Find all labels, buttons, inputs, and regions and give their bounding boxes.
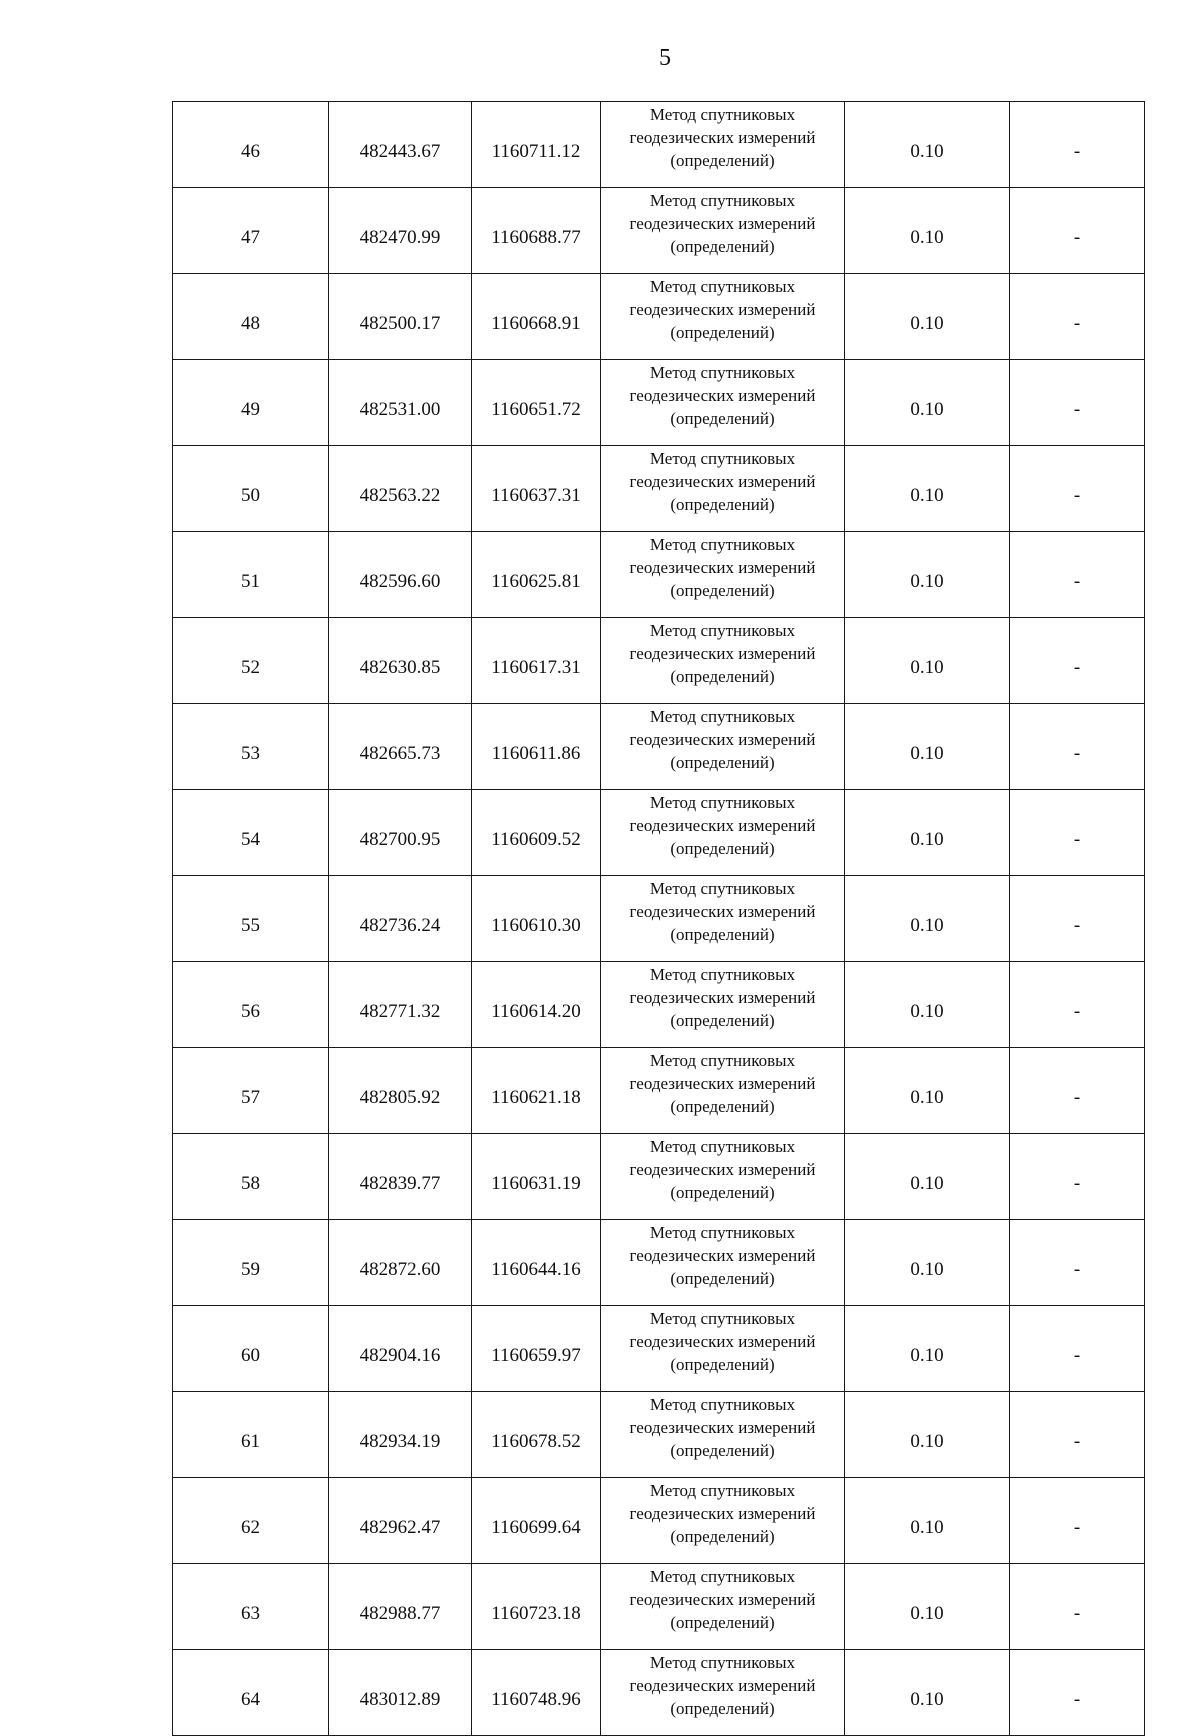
method-line: Метод спутниковых <box>649 1481 796 1500</box>
description-cell: - <box>1010 962 1145 1048</box>
method-line: геодезических измерений <box>629 1504 816 1523</box>
point-number-cell: 63 <box>173 1564 329 1650</box>
method-line: (определений) <box>670 151 775 170</box>
method-line: (определений) <box>670 1011 775 1030</box>
method-line: Метод спутниковых <box>649 707 796 726</box>
point-number-cell: 55 <box>173 876 329 962</box>
method-line: Метод спутниковых <box>649 1223 796 1242</box>
description-cell: - <box>1010 704 1145 790</box>
x-coordinate-cell: 482934.19 <box>329 1392 472 1478</box>
x-coordinate-cell: 482988.77 <box>329 1564 472 1650</box>
method-line: (определений) <box>670 1355 775 1374</box>
method-line: (определений) <box>670 1699 775 1718</box>
method-cell <box>601 360 845 446</box>
y-coordinate-cell: 1160617.31 <box>472 618 601 704</box>
method-line: геодезических измерений <box>629 558 816 577</box>
x-coordinate-cell: 483012.89 <box>329 1650 472 1736</box>
method-line: (определений) <box>670 667 775 686</box>
table-row <box>173 876 1145 962</box>
description-cell: - <box>1010 1134 1145 1220</box>
description-cell: - <box>1010 1564 1145 1650</box>
method-line: геодезических измерений <box>629 988 816 1007</box>
method-line: геодезических измерений <box>629 214 816 233</box>
method-cell <box>601 962 845 1048</box>
method-cell <box>601 1306 845 1392</box>
method-line: (определений) <box>670 839 775 858</box>
method-line: (определений) <box>670 409 775 428</box>
y-coordinate-cell: 1160611.86 <box>472 704 601 790</box>
method-cell <box>601 274 845 360</box>
method-line: (определений) <box>670 1269 775 1288</box>
description-cell: - <box>1010 1220 1145 1306</box>
y-coordinate-cell: 1160711.12 <box>472 102 601 188</box>
coordinates-table-body <box>173 102 1145 1736</box>
method-line: (определений) <box>670 495 775 514</box>
x-coordinate-cell: 482500.17 <box>329 274 472 360</box>
method-line: геодезических измерений <box>629 300 816 319</box>
method-line: (определений) <box>670 753 775 772</box>
point-number-cell: 57 <box>173 1048 329 1134</box>
point-number-cell: 59 <box>173 1220 329 1306</box>
method-line: Метод спутниковых <box>649 105 796 124</box>
method-cell <box>601 446 845 532</box>
accuracy-cell: 0.10 <box>845 704 1010 790</box>
table-row <box>173 704 1145 790</box>
accuracy-cell: 0.10 <box>845 1650 1010 1736</box>
accuracy-cell: 0.10 <box>845 1048 1010 1134</box>
description-cell: - <box>1010 188 1145 274</box>
method-cell <box>601 1478 845 1564</box>
method-line: геодезических измерений <box>629 1332 816 1351</box>
method-line: геодезических измерений <box>629 816 816 835</box>
point-number-cell: 51 <box>173 532 329 618</box>
point-number-cell: 64 <box>173 1650 329 1736</box>
x-coordinate-cell: 482771.32 <box>329 962 472 1048</box>
method-cell <box>601 876 845 962</box>
description-cell: - <box>1010 274 1145 360</box>
method-line: Метод спутниковых <box>649 535 796 554</box>
method-line: Метод спутниковых <box>649 363 796 382</box>
method-line: геодезических измерений <box>629 386 816 405</box>
description-cell: - <box>1010 360 1145 446</box>
description-cell: - <box>1010 102 1145 188</box>
method-line: (определений) <box>670 1097 775 1116</box>
table-row <box>173 1306 1145 1392</box>
method-line: геодезических измерений <box>629 1246 816 1265</box>
y-coordinate-cell: 1160637.31 <box>472 446 601 532</box>
point-number-cell: 56 <box>173 962 329 1048</box>
method-line: Метод спутниковых <box>649 449 796 468</box>
description-cell: - <box>1010 618 1145 704</box>
x-coordinate-cell: 482700.95 <box>329 790 472 876</box>
point-number-cell: 47 <box>173 188 329 274</box>
y-coordinate-cell: 1160678.52 <box>472 1392 601 1478</box>
method-line: Метод спутниковых <box>649 277 796 296</box>
method-line: (определений) <box>670 1183 775 1202</box>
method-line: геодезических измерений <box>629 1160 816 1179</box>
x-coordinate-cell: 482962.47 <box>329 1478 472 1564</box>
accuracy-cell: 0.10 <box>845 1306 1010 1392</box>
method-line: Метод спутниковых <box>649 1137 796 1156</box>
description-cell: - <box>1010 532 1145 618</box>
accuracy-cell: 0.10 <box>845 1392 1010 1478</box>
method-cell <box>601 102 845 188</box>
description-cell: - <box>1010 1478 1145 1564</box>
method-line: Метод спутниковых <box>649 1309 796 1328</box>
y-coordinate-cell: 1160668.91 <box>472 274 601 360</box>
accuracy-cell: 0.10 <box>845 274 1010 360</box>
method-line: Метод спутниковых <box>649 1567 796 1586</box>
description-cell: - <box>1010 1306 1145 1392</box>
method-line: геодезических измерений <box>629 644 816 663</box>
y-coordinate-cell: 1160621.18 <box>472 1048 601 1134</box>
accuracy-cell: 0.10 <box>845 618 1010 704</box>
x-coordinate-cell: 482736.24 <box>329 876 472 962</box>
description-cell: - <box>1010 790 1145 876</box>
y-coordinate-cell: 1160651.72 <box>472 360 601 446</box>
method-line: геодезических измерений <box>629 902 816 921</box>
accuracy-cell: 0.10 <box>845 962 1010 1048</box>
table-row <box>173 962 1145 1048</box>
table-row <box>173 188 1145 274</box>
point-number-cell: 52 <box>173 618 329 704</box>
accuracy-cell: 0.10 <box>845 446 1010 532</box>
table-row <box>173 790 1145 876</box>
y-coordinate-cell: 1160688.77 <box>472 188 601 274</box>
y-coordinate-cell: 1160644.16 <box>472 1220 601 1306</box>
method-line: геодезических измерений <box>629 1074 816 1093</box>
point-number-cell: 54 <box>173 790 329 876</box>
method-line: (определений) <box>670 925 775 944</box>
method-line: (определений) <box>670 237 775 256</box>
x-coordinate-cell: 482630.85 <box>329 618 472 704</box>
method-line: геодезических измерений <box>629 128 816 147</box>
point-number-cell: 49 <box>173 360 329 446</box>
table-row <box>173 532 1145 618</box>
accuracy-cell: 0.10 <box>845 532 1010 618</box>
method-cell <box>601 790 845 876</box>
method-cell <box>601 704 845 790</box>
accuracy-cell: 0.10 <box>845 790 1010 876</box>
x-coordinate-cell: 482563.22 <box>329 446 472 532</box>
y-coordinate-cell: 1160614.20 <box>472 962 601 1048</box>
y-coordinate-cell: 1160659.97 <box>472 1306 601 1392</box>
method-line: геодезических измерений <box>629 730 816 749</box>
description-cell: - <box>1010 1392 1145 1478</box>
method-cell <box>601 618 845 704</box>
point-number-cell: 60 <box>173 1306 329 1392</box>
accuracy-cell: 0.10 <box>845 188 1010 274</box>
description-cell: - <box>1010 446 1145 532</box>
accuracy-cell: 0.10 <box>845 360 1010 446</box>
point-number-cell: 46 <box>173 102 329 188</box>
coordinates-table <box>172 101 1145 1736</box>
method-cell <box>601 532 845 618</box>
point-number-cell: 48 <box>173 274 329 360</box>
x-coordinate-cell: 482805.92 <box>329 1048 472 1134</box>
method-line: (определений) <box>670 323 775 342</box>
accuracy-cell: 0.10 <box>845 1134 1010 1220</box>
point-number-cell: 50 <box>173 446 329 532</box>
method-line: Метод спутниковых <box>649 191 796 210</box>
method-line: (определений) <box>670 581 775 600</box>
x-coordinate-cell: 482470.99 <box>329 188 472 274</box>
point-number-cell: 58 <box>173 1134 329 1220</box>
x-coordinate-cell: 482872.60 <box>329 1220 472 1306</box>
y-coordinate-cell: 1160625.81 <box>472 532 601 618</box>
x-coordinate-cell: 482839.77 <box>329 1134 472 1220</box>
method-cell <box>601 1134 845 1220</box>
accuracy-cell: 0.10 <box>845 1220 1010 1306</box>
method-cell <box>601 1392 845 1478</box>
method-cell <box>601 188 845 274</box>
y-coordinate-cell: 1160610.30 <box>472 876 601 962</box>
method-line: Метод спутниковых <box>649 621 796 640</box>
method-line: Метод спутниковых <box>649 879 796 898</box>
method-line: Метод спутниковых <box>649 1395 796 1414</box>
x-coordinate-cell: 482596.60 <box>329 532 472 618</box>
point-number-cell: 62 <box>173 1478 329 1564</box>
table-row <box>173 1478 1145 1564</box>
description-cell: - <box>1010 876 1145 962</box>
table-row <box>173 360 1145 446</box>
point-number-cell: 61 <box>173 1392 329 1478</box>
method-line: Метод спутниковых <box>649 965 796 984</box>
method-line: геодезических измерений <box>629 1418 816 1437</box>
table-row <box>173 102 1145 188</box>
method-cell <box>601 1220 845 1306</box>
point-number-cell: 53 <box>173 704 329 790</box>
method-cell <box>601 1564 845 1650</box>
x-coordinate-cell: 482904.16 <box>329 1306 472 1392</box>
table-row <box>173 446 1145 532</box>
table-row <box>173 274 1145 360</box>
page-number: 5 <box>659 45 671 71</box>
method-line: (определений) <box>670 1441 775 1460</box>
accuracy-cell: 0.10 <box>845 1478 1010 1564</box>
table-row <box>173 1650 1145 1736</box>
y-coordinate-cell: 1160631.19 <box>472 1134 601 1220</box>
table-row <box>173 618 1145 704</box>
method-line: (определений) <box>670 1527 775 1546</box>
y-coordinate-cell: 1160609.52 <box>472 790 601 876</box>
method-line: геодезических измерений <box>629 472 816 491</box>
y-coordinate-cell: 1160748.96 <box>472 1650 601 1736</box>
x-coordinate-cell: 482443.67 <box>329 102 472 188</box>
x-coordinate-cell: 482665.73 <box>329 704 472 790</box>
table-row <box>173 1392 1145 1478</box>
description-cell: - <box>1010 1650 1145 1736</box>
table-row <box>173 1048 1145 1134</box>
method-line: Метод спутниковых <box>649 793 796 812</box>
y-coordinate-cell: 1160699.64 <box>472 1478 601 1564</box>
x-coordinate-cell: 482531.00 <box>329 360 472 446</box>
accuracy-cell: 0.10 <box>845 102 1010 188</box>
table-row <box>173 1220 1145 1306</box>
description-cell: - <box>1010 1048 1145 1134</box>
y-coordinate-cell: 1160723.18 <box>472 1564 601 1650</box>
accuracy-cell: 0.10 <box>845 876 1010 962</box>
method-line: геодезических измерений <box>629 1676 816 1695</box>
method-cell <box>601 1650 845 1736</box>
table-row <box>173 1564 1145 1650</box>
method-cell <box>601 1048 845 1134</box>
method-line: Метод спутниковых <box>649 1051 796 1070</box>
method-line: (определений) <box>670 1613 775 1632</box>
table-row <box>173 1134 1145 1220</box>
method-line: Метод спутниковых <box>649 1653 796 1672</box>
method-line: геодезических измерений <box>629 1590 816 1609</box>
accuracy-cell: 0.10 <box>845 1564 1010 1650</box>
